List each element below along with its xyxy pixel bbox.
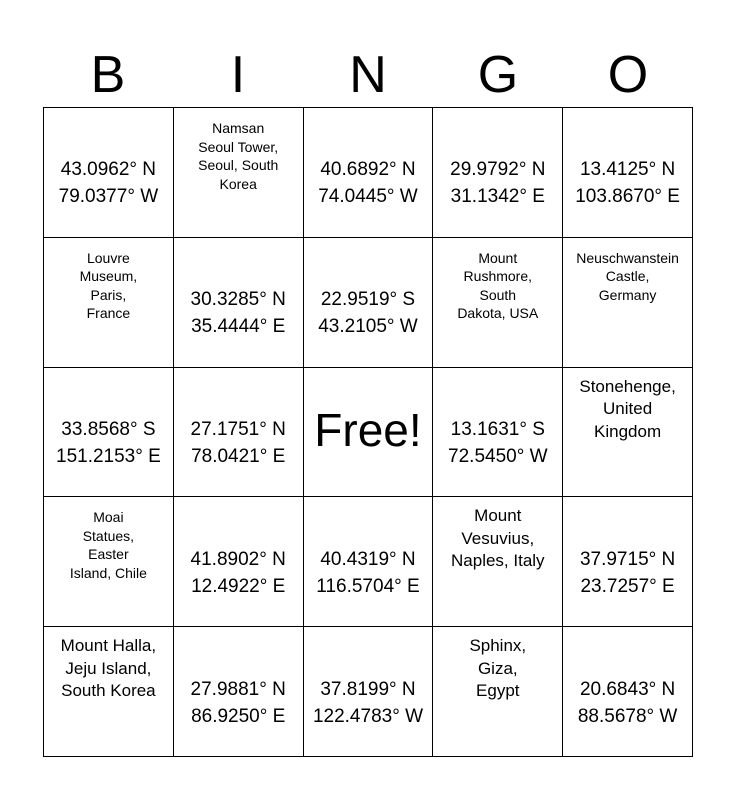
bingo-cell-label: Moai Statues, Easter Island, Chile [69,509,147,581]
bingo-cell[interactable] [563,627,693,757]
header-letter-o: O [607,46,649,104]
free-space-cell[interactable] [304,368,434,498]
bingo-cell[interactable] [563,108,693,238]
bingo-cell[interactable] [433,368,563,498]
bingo-cell[interactable] [44,368,174,498]
bingo-cell[interactable] [174,497,304,627]
bingo-header [43,44,693,106]
bingo-cell-label: 22.9519° S 43.2105° W [318,289,418,338]
bingo-cell-label: Namsan Seoul Tower, Seoul, South Korea [198,120,279,192]
bingo-cell-label: 37.8199° N 122.4783° W [312,678,424,727]
bingo-cell-label: 43.0962° N 79.0377° W [58,159,159,208]
bingo-cell[interactable] [304,497,434,627]
header-letter-n: N [349,46,387,104]
bingo-cell-label: Stonehenge, United Kingdom [579,376,676,441]
bingo-cell-label: 27.9881° N 86.9250° E [190,678,286,727]
bingo-cell-label: 40.4319° N 116.5704° E [316,548,420,597]
bingo-cell-label: Louvre Museum, Paris, France [79,249,138,322]
bingo-grid [43,107,693,757]
bingo-cell-label: Sphinx, Giza, Egypt [469,636,527,701]
bingo-cell[interactable] [44,627,174,757]
bingo-cell-label: 13.1631° S 72.5450° W [448,418,548,467]
bingo-cell-label: Neuschwanstein Castle, Germany [576,249,679,303]
bingo-cell[interactable] [433,108,563,238]
bingo-cell[interactable] [174,368,304,498]
bingo-cell[interactable] [44,238,174,368]
bingo-cell-label: Mount Halla, Jeju Island, South Korea [60,636,157,701]
header-letter-g: G [477,46,519,104]
bingo-cell[interactable] [44,497,174,627]
bingo-cell-label: 20.6843° N 88.5678° W [577,678,678,727]
bingo-cell-label: 37.9715° N 23.7257° E [579,548,676,597]
header-letter-i: I [230,46,246,104]
bingo-cell-label: 33.8568° S 151.2153° E [56,418,161,467]
bingo-cell-label: 13.4125° N 103.8670° E [575,159,680,208]
bingo-cell[interactable] [563,368,693,498]
bingo-cell[interactable] [433,238,563,368]
bingo-cell-label: Mount Vesuvius, Naples, Italy [451,506,545,571]
bingo-cell[interactable] [174,108,304,238]
bingo-cell[interactable] [563,238,693,368]
bingo-cell[interactable] [433,627,563,757]
bingo-cell[interactable] [174,238,304,368]
bingo-cell[interactable] [304,238,434,368]
bingo-cell-label: 40.6892° N 74.0445° W [318,159,418,208]
bingo-cell-label: 30.3285° N 35.4444° E [190,289,286,338]
bingo-cell-label: 29.9792° N 31.1342° E [450,159,546,208]
bingo-cell[interactable] [174,627,304,757]
bingo-cell[interactable] [44,108,174,238]
bingo-cell[interactable] [304,108,434,238]
bingo-cell-label: 41.8902° N 12.4922° E [190,548,286,597]
bingo-cell[interactable] [563,497,693,627]
bingo-cell[interactable] [433,497,563,627]
free-space-label: Free! [314,403,422,456]
bingo-cell-label: 27.1751° N 78.0421° E [190,418,286,467]
bingo-cell[interactable] [304,627,434,757]
bingo-cell-label: Mount Rushmore, South Dakota, USA [457,249,539,322]
header-letter-b: B [90,46,126,104]
